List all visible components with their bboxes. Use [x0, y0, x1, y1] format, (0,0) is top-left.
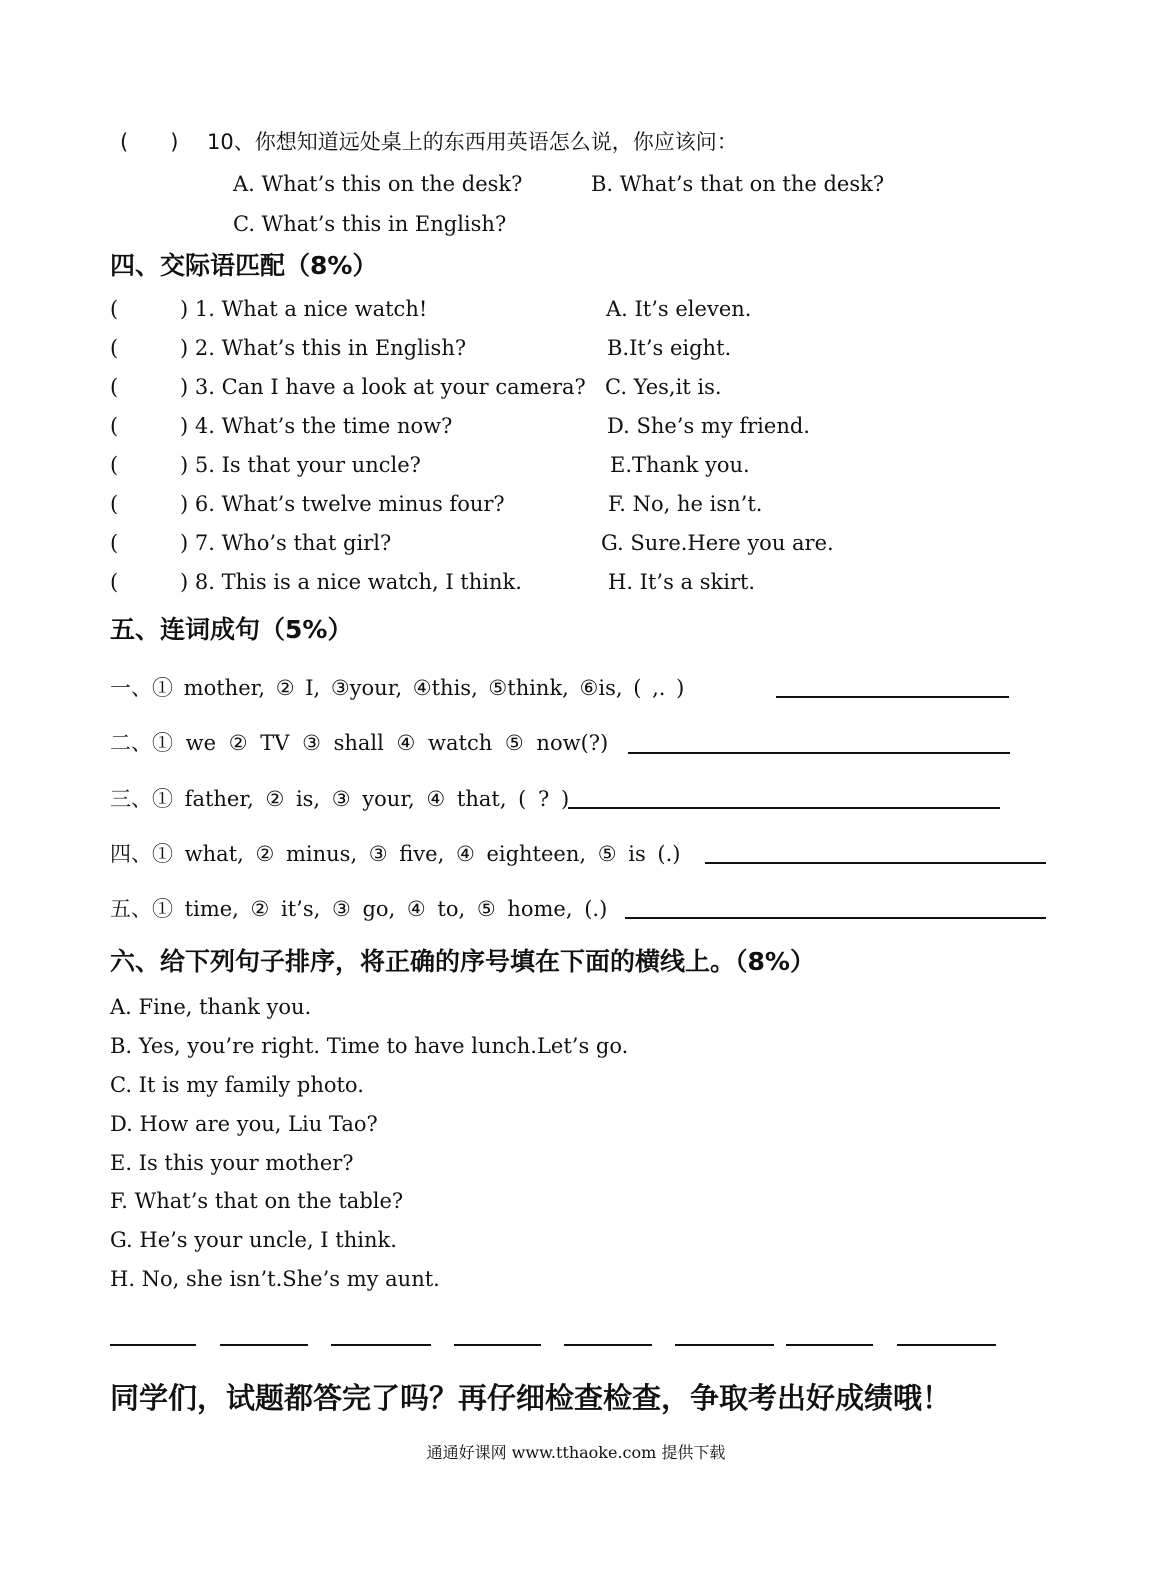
match-paren-4[interactable]: ( [110, 414, 119, 438]
closing-message: 同学们，试题都答完了吗？再仔细检查检查，争取考出好成绩哦！ [110, 1381, 952, 1415]
order-blank-3[interactable] [331, 1344, 431, 1346]
match-paren-7[interactable]: ( [110, 531, 119, 555]
match-answer-d: D. She’s my friend. [607, 414, 810, 438]
match-answer-b: B.It’s eight. [607, 336, 732, 360]
match-answer-g: G. Sure.Here you are. [601, 531, 834, 555]
word-order-answer-line-4[interactable] [705, 862, 1046, 864]
order-blank-4[interactable] [454, 1344, 541, 1346]
word-order-answer-line-5[interactable] [625, 917, 1046, 919]
match-paren-2[interactable]: ( [110, 336, 119, 360]
q10-option-c: C. What’s this in English? [233, 212, 507, 236]
word-order-item-1: 一、① mother, ② I, ③your, ④this, ⑤think, ⑥is, ( ,. ) [110, 676, 685, 700]
match-question-3: ) 3. Can I have a look at your camera? [180, 375, 586, 399]
word-order-item-4: 四、① what, ② minus, ③ five, ④ eighteen, ⑤ is (.) [110, 842, 681, 866]
match-paren-5[interactable]: ( [110, 453, 119, 477]
match-answer-h: H. It’s a skirt. [608, 570, 756, 594]
sentence-c: C. It is my family photo. [110, 1073, 364, 1097]
match-question-6: ) 6. What’s twelve minus four? [180, 492, 505, 516]
sentence-e: E. Is this your mother? [110, 1151, 354, 1175]
match-paren-1[interactable]: ( [110, 297, 119, 321]
match-question-7: ) 7. Who’s that girl? [180, 531, 392, 555]
order-blank-7[interactable] [786, 1344, 873, 1346]
order-blank-5[interactable] [564, 1344, 652, 1346]
order-blank-8[interactable] [897, 1344, 996, 1346]
match-question-1: ) 1. What a nice watch! [180, 297, 428, 321]
word-order-answer-line-1[interactable] [776, 696, 1009, 698]
sentence-b: B. Yes, you’re right. Time to have lunch.Let’s go. [110, 1034, 629, 1058]
match-answer-c: C. Yes,it is. [605, 375, 722, 399]
word-order-item-2: 二、① we ② TV ③ shall ④ watch ⑤ now(?) [110, 731, 609, 755]
match-question-4: ) 4. What’s the time now? [180, 414, 453, 438]
order-blank-1[interactable] [110, 1344, 196, 1346]
match-question-2: ) 2. What’s this in English? [180, 336, 467, 360]
sentence-h: H. No, she isn’t.She’s my aunt. [110, 1267, 440, 1291]
match-question-5: ) 5. Is that your uncle? [180, 453, 421, 477]
match-answer-e: E.Thank you. [610, 453, 750, 477]
match-answer-a: A. It’s eleven. [606, 297, 752, 321]
section-4-title: 四、交际语匹配（8%） [110, 251, 378, 280]
match-answer-f: F. No, he isn’t. [608, 492, 763, 516]
sentence-a: A. Fine, thank you. [110, 995, 312, 1019]
section-5-title: 五、连词成句（5%） [110, 615, 353, 644]
match-paren-6[interactable]: ( [110, 492, 119, 516]
sentence-f: F. What’s that on the table? [110, 1189, 404, 1213]
page-footer: 通通好课网 www.tthaoke.com 提供下载 [426, 1443, 726, 1462]
section-6-title: 六、给下列句子排序，将正确的序号填在下面的横线上。（8%） [110, 947, 815, 976]
match-question-8: ) 8. This is a nice watch, I think. [180, 570, 522, 594]
sentence-g: G. He’s your uncle, I think. [110, 1228, 397, 1252]
q10-stem: 10、你想知道远处桌上的东西用英语怎么说，你应该问： [207, 130, 738, 154]
sentence-d: D. How are you, Liu Tao? [110, 1112, 378, 1136]
order-blank-6[interactable] [675, 1344, 774, 1346]
word-order-item-3: 三、① father, ② is, ③ your, ④ that, ( ? ) [110, 787, 570, 811]
word-order-answer-line-3[interactable] [568, 807, 1000, 809]
q10-option-a: A. What’s this on the desk? [233, 172, 523, 196]
match-paren-8[interactable]: ( [110, 570, 119, 594]
order-blank-2[interactable] [220, 1344, 308, 1346]
word-order-item-5: 五、① time, ② it’s, ③ go, ④ to, ⑤ home, (.) [110, 897, 608, 921]
match-paren-3[interactable]: ( [110, 375, 119, 399]
word-order-answer-line-2[interactable] [628, 752, 1010, 754]
q10-paren[interactable]: ( ) [120, 130, 179, 154]
q10-option-b: B. What’s that on the desk? [591, 172, 885, 196]
